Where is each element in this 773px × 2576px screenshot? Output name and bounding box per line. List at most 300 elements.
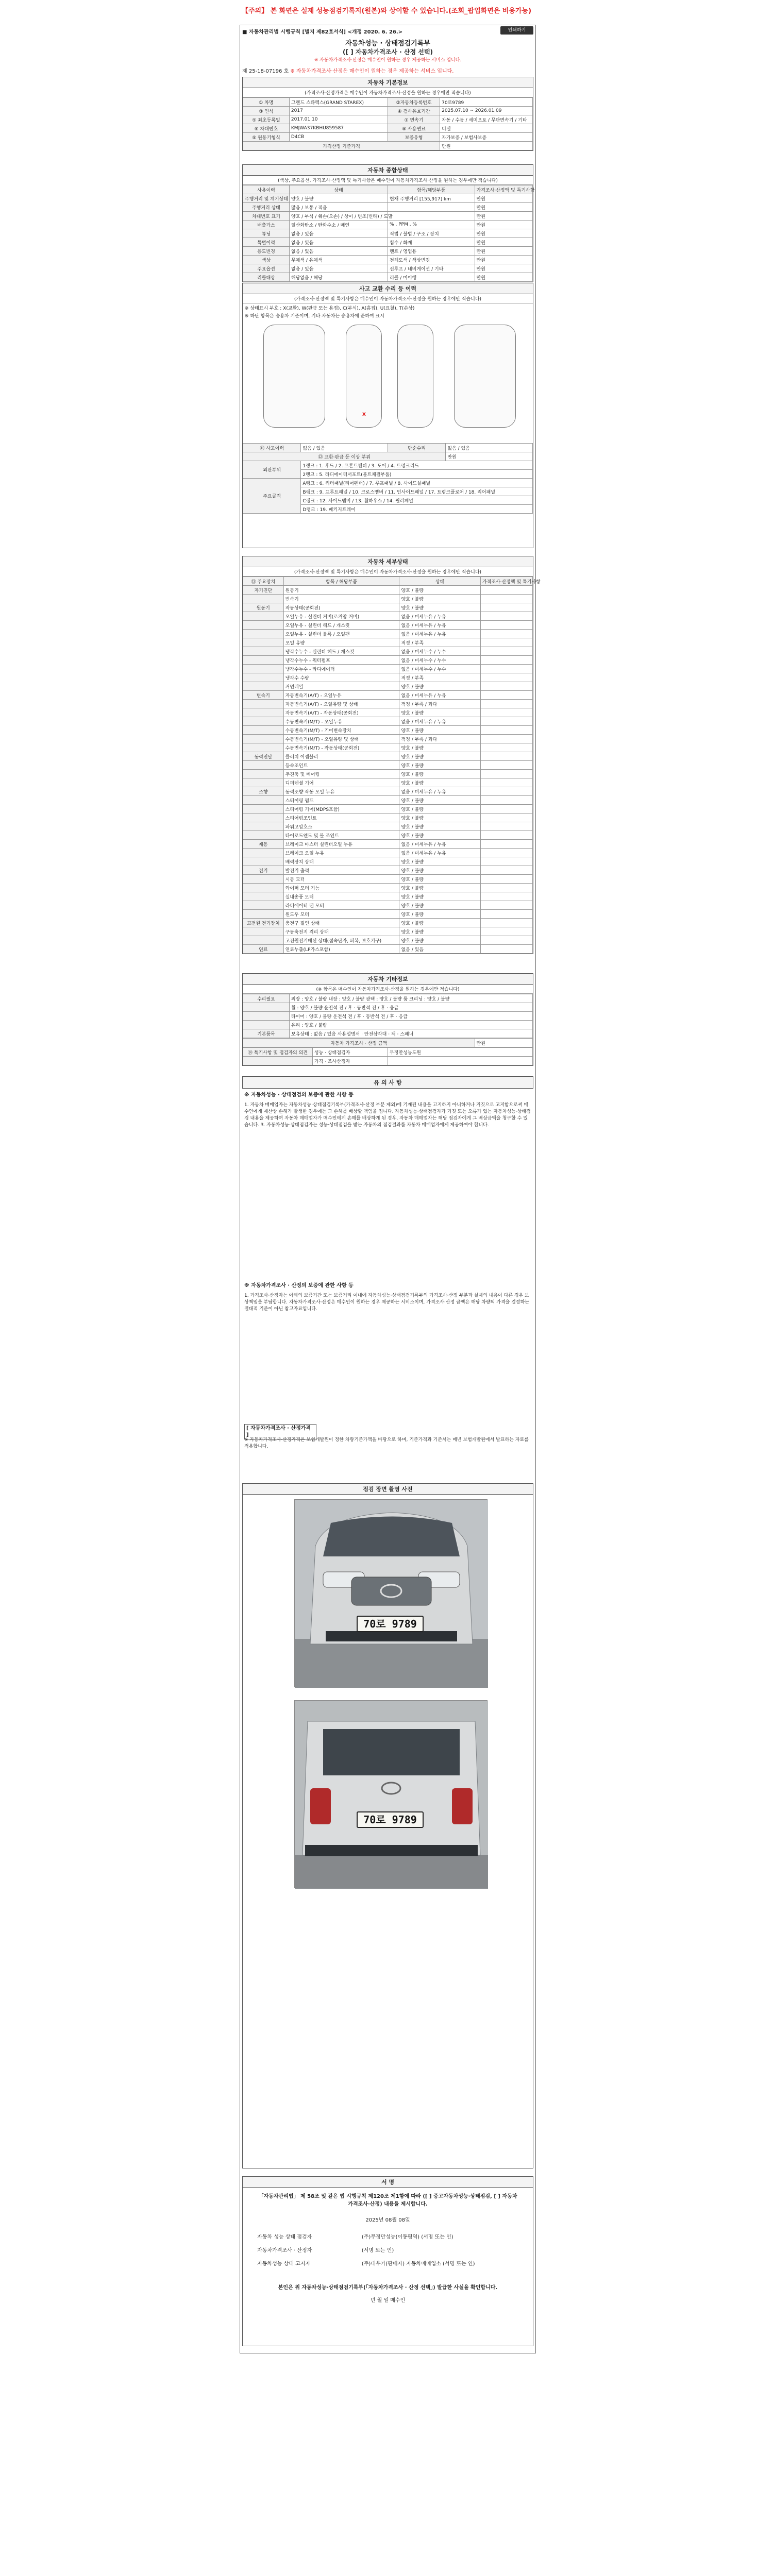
- detail-item: 와이퍼 모터 기능: [283, 884, 399, 892]
- detail-item: 클러치 어셈블리: [283, 752, 399, 761]
- detail-state: 없음 / 있음: [399, 945, 480, 954]
- detail-state: 양호 / 불량: [399, 936, 480, 945]
- inspector-row: [243, 1048, 533, 1057]
- detail-group: [243, 796, 284, 805]
- detail-item: 윈도우 모터: [283, 910, 399, 919]
- rear-photo: [294, 1700, 488, 1888]
- basic-info-key: ⑧ 사용연료: [388, 124, 440, 133]
- status-price: 만원: [475, 273, 532, 282]
- status-label: 색상: [243, 256, 290, 264]
- detail-row: [243, 814, 533, 822]
- detail-group: 원동기: [243, 603, 284, 612]
- detail-item: 추진축 및 베어링: [283, 770, 399, 778]
- extra-label: [243, 1012, 290, 1021]
- detail-state: 양호 / 불량: [399, 682, 480, 691]
- detail-state: 양호 / 불량: [399, 595, 480, 603]
- inspector-name: [388, 1057, 532, 1065]
- detail-group: [243, 612, 284, 621]
- signer-table: [257, 2229, 518, 2269]
- basic-info-key: ③ 연식: [243, 107, 290, 115]
- detail-group: [243, 673, 284, 682]
- basic-info-value: 2025.07.10 ~ 2026.01.09: [440, 107, 533, 115]
- detail-price: [480, 857, 532, 866]
- extra-head: 자동차 기타정보: [243, 974, 533, 985]
- detail-head: 자동차 세부상태: [243, 556, 533, 567]
- signer-row: [257, 2243, 518, 2256]
- overall-status-section: [242, 164, 533, 282]
- detail-group: [243, 927, 284, 936]
- detail-price: [480, 708, 532, 717]
- detail-item: 원동기: [283, 586, 399, 595]
- detail-column-header: 가격조사·산정액 및 특기사항: [480, 577, 532, 586]
- detail-state: 양호 / 불량: [399, 761, 480, 770]
- basic-info-row: [243, 98, 533, 107]
- extra-row: [243, 994, 533, 1003]
- status-row: [243, 273, 533, 282]
- detail-item: 브레이크 마스터 실린더오일 누유: [283, 840, 399, 849]
- sign-footer: 본인은 위 자동차성능·상태점검기록부(「자동차가격조사 · 산정 선택」) 발급한 사실을 확인합니다.: [278, 2285, 498, 2291]
- status-price: 만원: [475, 229, 532, 238]
- detail-state: 적정 / 부족 / 과다: [399, 735, 480, 743]
- status-price: 만원: [475, 247, 532, 256]
- signer-1-label: 자동차 성능 상태 점검자: [257, 2234, 312, 2240]
- detail-row: [243, 621, 533, 630]
- detail-row: [243, 638, 533, 647]
- basic-info-value: 2017: [289, 107, 388, 115]
- overall-status-head: 자동차 종합상태: [243, 165, 533, 176]
- status-state: 양호 / 불량: [289, 194, 388, 203]
- extra-label: [243, 1003, 290, 1012]
- detail-group: [243, 901, 284, 910]
- detail-row: [243, 726, 533, 735]
- detail-state: 양호 / 불량: [399, 884, 480, 892]
- detail-row: [243, 717, 533, 726]
- basic-info-row: [243, 115, 533, 124]
- status-detail: 리콜 / 미이행: [388, 273, 475, 282]
- detail-price: [480, 638, 532, 647]
- detail-state: 양호 / 불량: [399, 910, 480, 919]
- detail-row: [243, 884, 533, 892]
- basic-info-head: 자동차 기본정보: [243, 77, 533, 88]
- price-total-label: 자동차 가격조사 · 산정 금액: [243, 1039, 475, 1047]
- signer-2-label: 자동차가격조사 · 산정자: [257, 2247, 312, 2253]
- basic-info-row: [243, 124, 533, 133]
- detail-item: 자동변속기(A/T) - 오일유량 및 상태: [283, 700, 399, 708]
- extra-row: [243, 1021, 533, 1029]
- detail-group: [243, 621, 284, 630]
- status-label: 주요옵션: [243, 264, 290, 273]
- accident-table: [243, 443, 533, 514]
- detail-price: [480, 647, 532, 656]
- detail-state: 양호 / 불량: [399, 726, 480, 735]
- detail-group: [243, 831, 284, 840]
- detail-item: 오일누유 - 실린더 블록 / 오일팬: [283, 630, 399, 638]
- detail-item: 고전원전기배선 상태(접속단자, 피복, 보호기구): [283, 936, 399, 945]
- basic-info-key: ⑤ 최초등록일: [243, 115, 290, 124]
- parts-head: ⑫ 교환·판금 등 이상 부위: [243, 452, 446, 461]
- detail-price: [480, 700, 532, 708]
- detail-item: 작동상태(공회전): [283, 603, 399, 612]
- notes-paragraph-a: 1. 자동차 매매업자는 자동차성능·상태점검기록부(가격조사·산정 부분 제외)에 기재된 내용을 고지하지 아니하거나 거짓으로 고지함으로써 매수인에게 재산상 손해가 발생한 경우에는 그 손해를 배상할 책임을 집니다. 자동차성능·상태점검자가 거짓 또는 오류가 있는 자동차성능·상태점검 내용을 제공하여 자동차 매매업자가 매수인에게 손해를 배상하게 된 경우, 자동차 매매업자는 해당 점검자에게 그 배상금액을 청구할 수 있습니다. 3. 자동차성능·상태점검자는 성능·상태점검을 받는 자동차의 점검결과를 자동차 매매업자에게 제공하여야 합니다.: [244, 1103, 531, 1128]
- accident-legend: ※ 상태표시 부호 : X(교환), W(판금 또는 용접), C(부식), A(흠집), U(요철), T(손상): [245, 306, 415, 311]
- detail-item: 타이로드엔드 및 볼 조인트: [283, 831, 399, 840]
- detail-price: [480, 630, 532, 638]
- basic-info-value: 자동 / 수동 / 세미오토 / 무단변속기 / 기타: [440, 115, 533, 124]
- detail-column-header: 상태: [399, 577, 480, 586]
- status-detail: 현재 주행거리 [155,917] km: [388, 194, 475, 203]
- detail-row: [243, 919, 533, 927]
- detail-row: [243, 901, 533, 910]
- detail-row: [243, 752, 533, 761]
- basic-info-table: [243, 97, 533, 150]
- doc-title: 자동차성능 · 상태점검기록부: [345, 40, 430, 47]
- detail-item: 수동변속기(M/T) - 오일누유: [283, 717, 399, 726]
- parts-head-row: [243, 452, 533, 461]
- rank-b: B랭크 : 9. 프론트패널 / 10. 크로스멤버 / 11. 인사이드패널 / 17. 트렁크플로어 / 18. 리어패널: [301, 487, 533, 496]
- extra-value: 보유상태 : 없음 / 있음 사용설명서 · 안전삼각대 · 잭 · 스패너: [289, 1029, 532, 1038]
- detail-group: [243, 743, 284, 752]
- detail-state: 없음 / 미세누수 / 누수: [399, 647, 480, 656]
- inspector-role: 가격 · 조사산정자: [312, 1057, 388, 1065]
- status-detail: % , PPM , %: [388, 221, 475, 229]
- notes-heading-a: ※ 자동차성능 · 상태점검의 보증에 관한 사항 등: [244, 1092, 354, 1098]
- detail-price: [480, 840, 532, 849]
- detail-row: [243, 770, 533, 778]
- detail-item: 브레이크 오일 누유: [283, 849, 399, 857]
- detail-state: 적정 / 부족 / 과다: [399, 700, 480, 708]
- status-label: 튜닝: [243, 229, 290, 238]
- detail-group: [243, 700, 284, 708]
- status-state: 일산화탄소 / 탄화수소 / 매연: [289, 221, 388, 229]
- basic-info-key: ① 차명: [243, 98, 290, 107]
- notice-banner: 【주의】 본 화면은 실제 성능점검기록지(원본)와 상이할 수 있습니다.(조회_팝업화면은 비용가능): [241, 7, 532, 15]
- detail-price: [480, 875, 532, 884]
- detail-group: 자기진단: [243, 586, 284, 595]
- status-row: [243, 256, 533, 264]
- detail-row: [243, 805, 533, 814]
- accident-head: 사고 교환 수리 등 이력: [243, 283, 533, 294]
- front-photo: [294, 1499, 488, 1687]
- detail-row: [243, 778, 533, 787]
- detail-group: [243, 726, 284, 735]
- accident-legend-2: ※ 하단 항목은 승용차 기준이며, 기타 자동차는 승용차에 준하여 표시: [245, 314, 384, 319]
- detail-price: [480, 849, 532, 857]
- detail-price: [480, 770, 532, 778]
- status-label: 차대번호 표기: [243, 212, 290, 221]
- detail-price: [480, 691, 532, 700]
- signer-3-label: 자동차성능 상태 고지자: [257, 2261, 311, 2267]
- accident-sub: (가격조사·산정액 및 특기사항은 매수인이 자동차가격조사·산정을 원하는 경우에만 적습니다): [243, 294, 533, 303]
- detail-state: 양호 / 불량: [399, 866, 480, 875]
- detail-price: [480, 901, 532, 910]
- detail-price: [480, 682, 532, 691]
- detail-row: [243, 866, 533, 875]
- detail-item: 수동변속기(M/T) - 오일유량 및 상태: [283, 735, 399, 743]
- detail-group: 동력전달: [243, 752, 284, 761]
- detail-price: [480, 673, 532, 682]
- detail-row: [243, 735, 533, 743]
- status-detail: [388, 203, 475, 212]
- detail-item: 발전기 출력: [283, 866, 399, 875]
- detail-group: [243, 595, 284, 603]
- status-label: 배출가스: [243, 221, 290, 229]
- detail-state: 없음 / 미세누유 / 누유: [399, 849, 480, 857]
- detail-row: [243, 647, 533, 656]
- car-bottom-view: [397, 325, 433, 428]
- detail-state: 양호 / 불량: [399, 822, 480, 831]
- notes-heading-b: ※ 자동차가격조사 · 산정의 보증에 관한 사항 등: [244, 1283, 354, 1289]
- detail-price: [480, 831, 532, 840]
- detail-item: 구동축전지 격리 상태: [283, 927, 399, 936]
- extra-value: 타이어 : 양호 / 불량 운전석 전 / 후 · 동반석 전 / 후 · 응급: [289, 1012, 532, 1021]
- detail-group: [243, 778, 284, 787]
- detail-state: 양호 / 불량: [399, 586, 480, 595]
- detail-price: [480, 603, 532, 612]
- status-price: 만원: [475, 264, 532, 273]
- form-number: ■ 자동차관리법 시행규칙 [별지 제82호서식] <개정 2020. 6. 26.>: [242, 29, 403, 35]
- detail-state: 양호 / 불량: [399, 857, 480, 866]
- detail-state: 양호 / 불량: [399, 919, 480, 927]
- price-total-table: [243, 1038, 533, 1047]
- document-number: [242, 66, 453, 74]
- inspector-label: ⑭ 특기사항 및 점검자의 의견: [243, 1048, 313, 1057]
- doc-note: ※ 자동차가격조사·산정은 매수인이 원하는 경우 제공하는 서비스 입니다.: [314, 58, 462, 63]
- detail-column-header: 항목 / 해당부품: [283, 577, 399, 586]
- detail-state: 없음 / 미세누유 / 누유: [399, 691, 480, 700]
- photo-head: 점검 장면 촬영 사진: [243, 1484, 533, 1495]
- basic-info-value: 2017.01.10: [289, 115, 388, 124]
- detail-item: 자동변속기(A/T) - 작동상태(공회전): [283, 708, 399, 717]
- status-detail: 침수 / 화재: [388, 238, 475, 247]
- front-license-plate: 70로 9789: [357, 1616, 424, 1632]
- detail-item: 커먼레일: [283, 682, 399, 691]
- detail-price: [480, 814, 532, 822]
- rear-photo-image: [295, 1701, 488, 1889]
- detail-group: [243, 735, 284, 743]
- detail-row: [243, 673, 533, 682]
- detail-item: 디퍼렌셜 기어: [283, 778, 399, 787]
- detail-table: [243, 577, 541, 954]
- detail-state: 없음 / 미세누유 / 누유: [399, 840, 480, 849]
- status-label: 리콜대상: [243, 273, 290, 282]
- status-label: 주행거리 상태: [243, 203, 290, 212]
- detail-group: [243, 884, 284, 892]
- inspector-role: 성능 · 상태점검자: [312, 1048, 388, 1057]
- detail-row: [243, 586, 533, 595]
- detail-group: [243, 910, 284, 919]
- detail-price: [480, 945, 532, 954]
- detail-group: [243, 857, 284, 866]
- basic-info-value: 70로9789: [440, 98, 533, 107]
- status-column-header: 항목/해당부품: [388, 185, 475, 194]
- status-detail: 선루프 / 네비게이션 / 기타: [388, 264, 475, 273]
- detail-group: 전기: [243, 866, 284, 875]
- detail-state: 없음 / 미세누유 / 누유: [399, 630, 480, 638]
- exchange-mark: X: [362, 412, 366, 417]
- detail-state: 양호 / 불량: [399, 796, 480, 805]
- detail-item: 배력장치 상태: [283, 857, 399, 866]
- detail-price: [480, 586, 532, 595]
- detail-price: [480, 717, 532, 726]
- status-state: 많음 / 보통 / 적음: [289, 203, 388, 212]
- detail-price: [480, 735, 532, 743]
- detail-item: 연료누출(LP가스포함): [283, 945, 399, 954]
- detail-item: 오일누유 - 실린더 헤드 / 개스킷: [283, 621, 399, 630]
- detail-group: 연료: [243, 945, 284, 954]
- detail-group: [243, 770, 284, 778]
- detail-group: [243, 717, 284, 726]
- notes-paragraph-c: ※ 자동차가격조사·산정가격은 보험개발원이 정한 차량기준가액을 바탕으로 하며, 기준가격과 기준서는 매년 보험개발원에서 발표하는 자료를 적용합니다.: [244, 1437, 529, 1449]
- detail-price: [480, 919, 532, 927]
- status-price: 만원: [475, 203, 532, 212]
- detail-group: [243, 647, 284, 656]
- accident-history-section: [242, 283, 533, 548]
- detail-row: [243, 787, 533, 796]
- detail-row: [243, 612, 533, 621]
- basic-info-key: ⑥ 차대번호: [243, 124, 290, 133]
- detail-row: [243, 595, 533, 603]
- status-row: [243, 212, 533, 221]
- accident-value: 없음 / 있음: [301, 444, 388, 452]
- status-detail: 렌트 / 영업용: [388, 247, 475, 256]
- basic-info-section: [242, 77, 533, 151]
- detail-group: [243, 665, 284, 673]
- detail-column-header: ⑬ 주요장치: [243, 577, 284, 586]
- sign-footer-2: 년 월 일 매수인: [370, 2298, 406, 2303]
- detail-item: 냉각수누수 - 라디에이터: [283, 665, 399, 673]
- detail-state: 양호 / 불량: [399, 743, 480, 752]
- detail-row: [243, 708, 533, 717]
- detail-price: [480, 822, 532, 831]
- detail-group: [243, 805, 284, 814]
- detail-state: 없음 / 미세누수 / 누수: [399, 665, 480, 673]
- detail-row: [243, 700, 533, 708]
- detail-item: 오일 유량: [283, 638, 399, 647]
- status-row: [243, 247, 533, 256]
- rank-a: A랭크 : 6. 쿼터패널(리어펜더) / 7. 루프패널 / 8. 사이드실패널: [301, 479, 533, 487]
- extra-table: [243, 994, 533, 1038]
- status-column-header: 상태: [289, 185, 388, 194]
- status-state: 없음 / 있음: [289, 264, 388, 273]
- basic-info-value: 디젤: [440, 124, 533, 133]
- detail-price: [480, 927, 532, 936]
- overall-status-sub: (색상, 주요옵션, 가격조사·산정액 및 특기사항은 매수인이 자동차가격조사·산정을 원하는 경우에만 적습니다): [243, 176, 533, 185]
- detail-price: [480, 805, 532, 814]
- signer-row: [257, 2229, 518, 2243]
- rank-1: 1랭크 : 1. 후드 / 2. 프론트펜더 / 3. 도어 / 4. 트렁크리드: [301, 461, 533, 470]
- other-info-section: [242, 973, 533, 1066]
- detail-item: 냉각수 수량: [283, 673, 399, 682]
- detail-item: 실내송풍 모터: [283, 892, 399, 901]
- detail-row: [243, 691, 533, 700]
- detail-item: 시동 모터: [283, 875, 399, 884]
- basic-info-key: ②자동차등록번호: [388, 98, 440, 107]
- notes-paragraph-b: 1. 가격조사·산정자는 아래의 보증기간 또는 보증거리 이내에 자동차성능·상태점검기록부의 가격조사·산정 부분과 실제의 내용이 다른 경우 보상책임을 부담합니다. 자동차가격조사·산정은 매수인이 원하는 경우 제공하는 서비스이며, 가격조사·산정 금액은 해당 차량의 가격을 결정하는 절대적 기준이 아닌 참고자료입니다.: [244, 1293, 529, 1312]
- basic-info-row: [243, 133, 533, 142]
- detail-state: 양호 / 불량: [399, 814, 480, 822]
- detail-state: 없음 / 미세누수 / 누수: [399, 656, 480, 665]
- main-frame-label: 주요골격: [243, 479, 301, 514]
- detail-group: [243, 814, 284, 822]
- warranty-row: [243, 142, 533, 150]
- extra-row: [243, 1029, 533, 1038]
- detail-state: 없음 / 미세누유 / 누유: [399, 612, 480, 621]
- basic-info-key: ⑦ 변속기: [388, 115, 440, 124]
- detail-group: [243, 822, 284, 831]
- inspector-label: [243, 1057, 313, 1065]
- print-button[interactable]: 인쇄하기: [500, 26, 533, 35]
- extra-value: 외장 : 양호 / 불량 내장 : 양호 / 불량 광택 : 양호 / 불량 룸 크리닝 : 양호 / 불량: [289, 994, 532, 1003]
- doc-subtitle: ([ ] 자동차가격조사 · 산정 선택): [343, 48, 433, 56]
- extra-label: 수리필요: [243, 994, 290, 1003]
- car-side-right-view: [454, 325, 516, 428]
- detail-item: 라디에이터 팬 모터: [283, 901, 399, 910]
- detail-state: 적정 / 부족: [399, 638, 480, 647]
- detail-state: 양호 / 불량: [399, 831, 480, 840]
- status-state: 무채색 / 유채색: [289, 256, 388, 264]
- status-price: 만원: [475, 194, 532, 203]
- detail-row: [243, 761, 533, 770]
- detail-row: [243, 840, 533, 849]
- detail-row: [243, 822, 533, 831]
- extra-label: 기본품목: [243, 1029, 290, 1038]
- signature-section: [242, 2176, 533, 2346]
- basic-info-key: 보증유형: [388, 133, 440, 142]
- detail-item: 동력조향 작동 오일 누유: [283, 787, 399, 796]
- detail-group: 조향: [243, 787, 284, 796]
- status-detail: [388, 212, 475, 221]
- detail-group: 고전원 전기장치: [243, 919, 284, 927]
- detail-item: 자동변속기(A/T) - 오일누유: [283, 691, 399, 700]
- doc-no-warning: ※ 자동차가격조사·산정은 매수인이 원하는 경우 제공하는 서비스 입니다.: [290, 69, 454, 74]
- detail-state: 양호 / 불량: [399, 603, 480, 612]
- car-side-left-view: [263, 325, 325, 428]
- detail-state: 양호 / 불량: [399, 875, 480, 884]
- detail-row: [243, 927, 533, 936]
- detail-group: [243, 892, 284, 901]
- detail-item: 등속조인트: [283, 761, 399, 770]
- detail-price: [480, 936, 532, 945]
- rank-c: C랭크 : 12. 사이드멤버 / 13. 휠하우스 / 14. 필러패널: [301, 496, 533, 505]
- detail-price: [480, 761, 532, 770]
- photo-section: [242, 1483, 533, 2168]
- signer-1-value: (주)무정만성능(이동평역) (서명 또는 인): [361, 2234, 453, 2240]
- detail-item: 변속기: [283, 595, 399, 603]
- detail-state: 양호 / 불량: [399, 805, 480, 814]
- basic-info-key: ⑨ 원동기형식: [243, 133, 290, 142]
- detail-price: [480, 665, 532, 673]
- detail-status-section: [242, 556, 541, 954]
- detail-group: [243, 682, 284, 691]
- detail-price: [480, 726, 532, 735]
- status-row: [243, 238, 533, 247]
- repair-label: 단순수리: [388, 444, 445, 452]
- detail-item: 스티어링 펌프: [283, 796, 399, 805]
- basic-info-value: KMJWA37KBHU859587: [289, 124, 388, 133]
- status-detail: 전체도색 / 색상변경: [388, 256, 475, 264]
- detail-row: [243, 849, 533, 857]
- detail-row: [243, 875, 533, 884]
- detail-row: [243, 682, 533, 691]
- detail-price: [480, 621, 532, 630]
- detail-price: [480, 656, 532, 665]
- inspector-name: 무정만성능도원: [388, 1048, 532, 1057]
- detail-price: [480, 884, 532, 892]
- detail-row: [243, 857, 533, 866]
- warranty-price-unit: 만원: [440, 142, 533, 150]
- basic-info-value: 자가보증 / 보험사보증: [440, 133, 533, 142]
- detail-state: 없음 / 미세누유 / 누유: [399, 787, 480, 796]
